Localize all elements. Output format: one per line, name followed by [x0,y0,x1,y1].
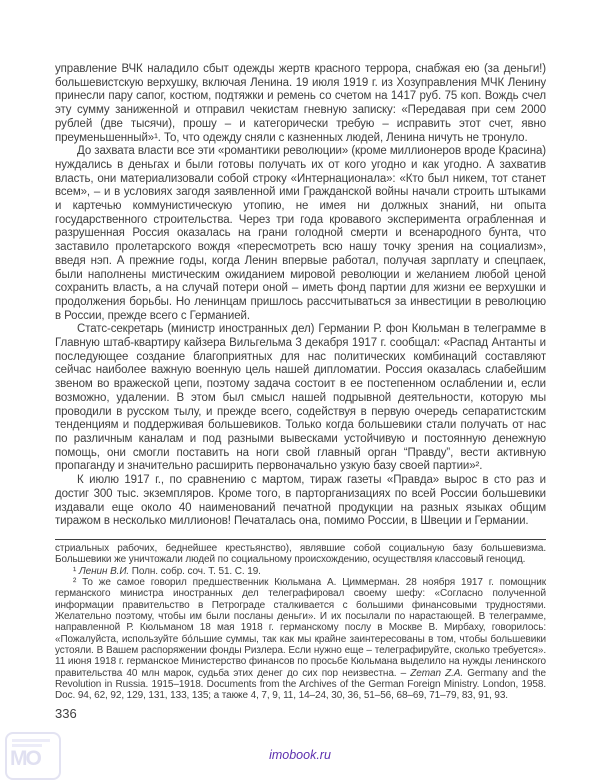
footnote-2-citation-author: Zeman Z.A. [410,667,464,679]
paragraph-2: До захвата власти все эти «романтики революции» (кроме миллионеров вроде Красина) нуждались в деньгах и были готовы получать их от кого угодно и как угодно. А захватив власть, они материализовали собой строку «Интернационала»: «Кто был никем, тот станет всем», – и в условиях загодя заявленной ими Гражданской войны начали строить штыками и картечью коммунистическую утопию, не имея ни должных знаний, ни опыта государственного строительства. Через три года кровавого эксперимента ограбленная и разрушенная Россия оказалась на грани голодной смерти и всенародного бунта, что заставило пролетарского вождя «пересмотреть всю нашу точку зрения на социализм», введя нэп. А прежние годы, когда Ленин впервые работал, получая зарплату и спецпаек, были наполнены мистическим ожиданием мировой революции и желанием любой ценой сохранить власть, а на случай потери оной – иметь фонд партии для жизни ее верхушки и продолжения борьбы. Но ленинцам пришлось рассчитываться за инвестиции в революцию в России, прежде всего с Германией. [55,145,546,322]
watermark-bar [12,739,50,742]
paragraph-3: Статс-секретарь (министр иностранных дел) Германии Р. фон Кюльман в телеграмме в Главную штаб-квартиру кайзера Вильгельма 3 декабря 1917 г. сообщал: «Распад Антанты и последующее создание благоприятных для нас политических комбинаций составляют сейчас наиболее важную военную цель нашей дипломатии. Россия оказалась слабейшим звеном во вражеской цепи, поэтому задача состоит в ее постепенном ослаблении и, если возможно, удалении. В этом был смысл нашей подрывной деятельности, которую мы проводили в русском тылу, и прежде всего, содействуя в первую очередь сепаратистским тенденциям и поддерживая большевиков. Только когда большевики стали получать от нас по различным каналам и под разными вывесками устойчивую и постоянную денежную помощь, они смогли поставить на ноги свой главный орган “Правду”, вести активную пропаганду и значительно расширить первоначально узкую базу своей партии»². [55,323,546,473]
footnote-2-citation-text: Germany and the Revolution in Russia. 1915–1918. Documents from the Archives of the German Foreign Ministry. London, 1958. Doc. 94, 62, 92, 129, 131, 133, 135; а также 4, 7, 9, 11, 14–24, 30, 36, 51–56, 68–69, 71–79, 83, 91, 93. [55,667,546,702]
footnote-1 [55,566,546,577]
footnote-1-text: Полн. собр. соч. Т. 51. С. 19. [129,565,261,577]
footnote-continuation: стриальных рабочих, беднейшее крестьянство), являвшие собой социальную базу большевизма. Большевики же уничтожали людей по социальному происхождению, осуществляя классовый геноцид. [55,543,546,566]
footer-link[interactable]: imobook.ru [269,748,331,762]
footnote-2-marker: ² [73,577,83,589]
footnote-1-author: Ленин В.И. [78,565,130,577]
paragraph-1: управление ВЧК наладило сбыт одежды жертв красного террора, снабжая ею (за деньги!) большевистскую верхушку, включая Ленина. 19 июля 1919 г. из Хозуправления МЧК Ленину принесли пару сапог, костюм, подтяжки и ремень со счетом на 1417 руб. 75 коп. Вождь счел эту сумму заниженной и отправил чекистам гневную записку: «Передавая при сем 2000 рублей (две тысячи), прошу – и категорически требую – исправить этот счет, явно преуменьшенный»¹. То, что одежду сняли с казненных людей, Ленина ничуть не тронуло. [55,63,546,144]
footnote-separator [55,539,546,540]
paragraph-4: К июлю 1917 г., по сравнению с мартом, тираж газеты «Правда» вырос в сто раз и достиг 300 тыс. экземпляров. Кроме того, в парторганизациях по всей России большевики издавали еще около 40 наименований печатной продукции на разных языках общим тиражом в несколько миллионов! Печаталась она, помимо России, в Швеции и Германии. [55,474,546,528]
page-body [55,63,546,536]
page-number: 336 [55,706,77,721]
footer [0,746,600,764]
watermark-letters: MO [10,747,40,770]
footnote-2-text: То же самое говорил предшественник Кюльмана А. Циммерман. 28 ноября 1917 г. помощник германского министра иностранных дел телеграфировал своему шефу: «Согласно полученной информации правительство в Петрограде сталкивается с большими финансовыми трудностями. Желательно поэтому, чтобы им были посланы деньги». И их посылали по нарастающей. В телеграмме, направленной Р. Кюльманом 18 мая 1918 г. германскому послу в Москве В. Мирбаху, говорилось: «Пожалуйста, используйте бо́льшие суммы, так как мы крайне заинтересованы в том, чтобы большевики устояли. В Вашем распоряжении фонды Ризлера. Если нужно еще – телеграфируйте, сколько требуется». 11 июня 1918 г. германское Министерство финансов по просьбе Кюльмана выделило на нужды ленинского правительства 40 млн марок, судьба этих денег до сих пор неизвестна. – [55,577,546,679]
footnote-1-marker: ¹ [73,565,79,577]
footnotes-section [55,543,546,702]
footnote-2 [55,577,546,702]
